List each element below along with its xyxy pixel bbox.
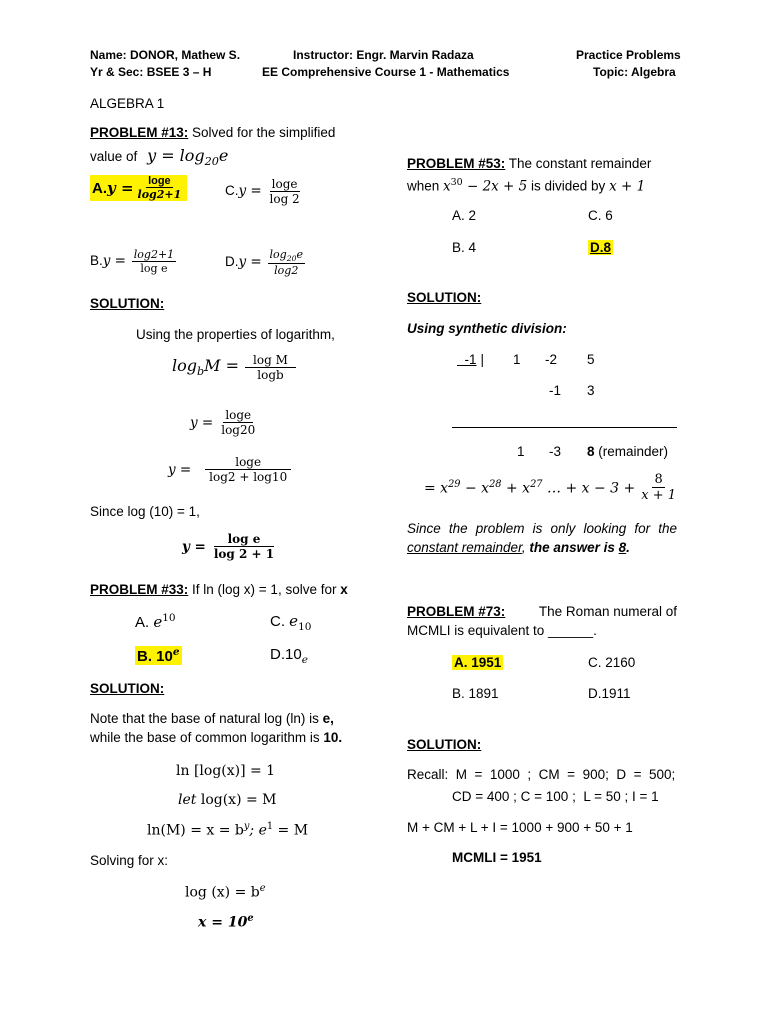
solution-33-heading: SOLUTION: (90, 681, 165, 696)
solution-13-heading: SOLUTION: (90, 296, 165, 311)
header-name: Name: DONOR, Mathew S. (90, 48, 241, 62)
choice-53-c: C. 6 (588, 208, 613, 223)
sd-row3-c2: -3 (549, 444, 562, 459)
eq-33-2: let log(x) = M (178, 792, 277, 808)
sd-row2-c2: -1 (549, 383, 562, 398)
roman-answer: MCMLI = 1951 (452, 850, 542, 865)
solution-33-note: Note that the base of natural log (ln) is e, while the base of common logarithm is 10. (90, 711, 343, 745)
sd-row3-remainder: 8 (remainder) (587, 444, 669, 459)
problem-13-line1 (90, 125, 335, 140)
problem-13-label: PROBLEM #13: (90, 125, 189, 140)
choice-33-d: $D.10_e$ (270, 646, 308, 666)
recall-line-1: Recall: M = 1000 ; CM = 900; D = 500; (407, 767, 676, 782)
choice-73-c: C. 2160 (588, 655, 636, 670)
solution-53-heading: SOLUTION: (407, 290, 482, 305)
choice-13-a: A. y = $\frac{\log e}{\log 2+1}$ (90, 175, 187, 201)
choice-33-b: B. 10e (137, 646, 180, 665)
problem-73: PROBLEM #73: The Roman numeral of MCMLI is equivalent to ______. (407, 604, 677, 638)
problem-53-conclusion: Since the problem is only looking for the constant remainder, the answer is 8. (407, 521, 677, 555)
header-topic: Topic: Algebra (593, 65, 676, 79)
problem-13-line2: value of $y = \log_{20}e$ (90, 146, 229, 169)
problem-53-line1: PROBLEM #53: The constant remainder (407, 156, 652, 171)
choice-13-d: D.y = $\frac{\log_{20}e}{\log 2}$ (225, 248, 303, 278)
problem-13-text: Solved for the simplified (188, 125, 336, 140)
sd-row3-c1: 1 (517, 444, 525, 459)
choice-53-b: B. 4 (452, 240, 477, 255)
problem-13-equation: $y = \log_{20}e$ (147, 146, 229, 169)
sd-row1-c1: 1 (513, 352, 521, 367)
section-title: ALGEBRA 1 (90, 96, 165, 111)
choice-53-a: A. 2 (452, 208, 477, 223)
problem-53-line2: when $x^{30} - 2x + 5$ is divided by x + 1 (407, 177, 646, 195)
synthetic-divisor: -1 | (464, 352, 485, 367)
sd-row2-c3: 3 (587, 383, 595, 398)
since-note: Since log (10) = 1, (90, 504, 200, 519)
sd-row1-c2: -2 (545, 352, 558, 367)
recall-line-2: CD = 400 ; C = 100 ; L = 50 ; I = 1 (452, 789, 659, 804)
choice-13-b: B.y = $\frac{\log 2+1}{\text{log e}}$ (90, 248, 175, 275)
log-property-formula: $\log_bM$ = $\frac{\text{log M}}{\log b}$ (172, 353, 298, 382)
eq-33-3: $\ln(M) = x = b^y$; $e^1 = M$ (147, 821, 309, 839)
header-year-section: Yr & Sec: BSEE 3 – H (90, 65, 212, 79)
solving-note: Solving for x: (90, 853, 169, 868)
sd-row1-c3: 5 (587, 352, 595, 367)
formula-step-1: y = $\frac{\log e}{\log 20}$ (190, 408, 256, 437)
eq-33-4: $\log (x) = b^e$ (185, 883, 266, 901)
eq-33-answer: $x = 10^e$ (198, 913, 254, 931)
problem-73-label: PROBLEM #73: (407, 604, 506, 619)
solution-13-text: Using the properties of logarithm, (136, 327, 335, 342)
problem-33-line: PROBLEM #33: If ln (log x) = 1, solve for x (90, 582, 348, 597)
header-instructor: Instructor: Engr. Marvin Radaza (293, 48, 474, 62)
formula-answer-13: y = $\frac{\text{log e}}{\log 2 + 1}$ (182, 532, 275, 561)
choice-33-c: C. $e_{10}$ (270, 612, 312, 633)
problem-33-label: PROBLEM #33: (90, 582, 189, 597)
choice-73-b: B. 1891 (452, 686, 499, 701)
problem-53-label: PROBLEM #53: (407, 156, 506, 171)
choice-33-a: A. $e^{10}$ (135, 612, 176, 631)
solution-73-heading: SOLUTION: (407, 737, 482, 752)
choice-13-c: C.y = $\frac{\log e}{\log 2}$ (225, 177, 300, 206)
choice-53-d: D.8 (590, 240, 612, 255)
synthetic-division-line (452, 427, 677, 428)
roman-sum: M + CM + L + I = 1000 + 900 + 50 + 1 (407, 820, 633, 835)
formula-step-2: y = $\frac{\log e}{\log 2 + \log 10}$ (168, 455, 293, 484)
choice-73-d: D.1911 (588, 686, 631, 701)
synthetic-division-label: Using synthetic division: (407, 321, 567, 336)
header-course: EE Comprehensive Course 1 - Mathematics (262, 65, 510, 79)
quotient-expression: = $x^{29} - x^{28} + x^{27}$ … + x − 3 + $\frac{8}{x + 1}$ (424, 472, 677, 503)
header-practice: Practice Problems (576, 48, 681, 62)
eq-33-1: ln [log(x)] = 1 (176, 763, 276, 779)
choice-73-a: A. 1951 (454, 655, 502, 670)
